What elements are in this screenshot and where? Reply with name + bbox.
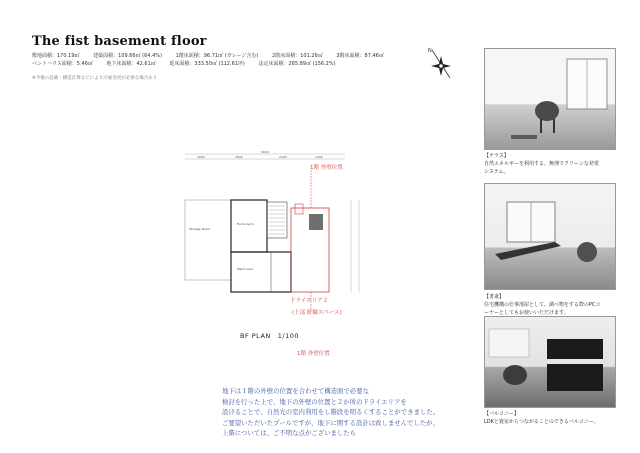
- plan-note: ※今後の設備・構造計算などにより計画変更が必要な場合あり: [32, 76, 158, 81]
- balcony-caption: 【バルコニー】 LDKと寝室からつながることのできるバルコニー。: [484, 411, 599, 425]
- dim-4: 1200: [315, 155, 323, 159]
- study-caption: 【書斎】 住宅機構の仕事部屋として、調べ物をする際のPCコ ーナーとしてもお使いいただけます。: [484, 294, 601, 316]
- balcony-photo: [484, 316, 616, 408]
- plan-scale-label: BF PLAN 1/100: [240, 332, 299, 340]
- basement-floor-plan: [175, 150, 375, 310]
- room-label-plant: Plant room: [237, 267, 254, 271]
- annotation-wall-bottom: 1階 外壁位置: [297, 351, 330, 357]
- terrace-photo: [484, 48, 616, 150]
- stats-row-1: 敷地面積：170.19㎡ 建築面積：109.66㎡ (64.4%) 1階床面積：96.71㎡ (ガレージ含む) 2階床面積：101.26㎡ 3階床面積：87.46㎡: [32, 53, 384, 59]
- room-label-gym: Home Gym: [237, 222, 254, 226]
- study-photo: [484, 183, 616, 290]
- area-stats: [32, 52, 396, 68]
- dim-2: 3600: [235, 155, 243, 159]
- annotation-wall-top: 1階 外壁位置: [310, 165, 343, 171]
- dim-1: 1800: [197, 155, 205, 159]
- dim-total: 9000: [261, 150, 269, 154]
- annotation-dry-area: ドライエリア２: [290, 298, 329, 304]
- terrace-caption: 【テラス】 自然エネルギーを利用する、無理でクリーンな発電 システム。: [484, 153, 599, 175]
- svg-text:N: N: [428, 48, 432, 54]
- room-label-storage: Storage Room: [189, 227, 211, 231]
- dim-3: 2400: [279, 155, 287, 159]
- north-arrow-icon: [426, 46, 456, 82]
- handwritten-note: 地下は１階の外壁の位置を合わせて構造面で必要な 検討を行った上で、地下の外壁の位置と２か所のドライエリアを 設けることで、自然光の室内利用をし階段を明るくすることができました。 ご要望いただいたプールですが、地下に関する設計は致しませんでしたが、 上階については、ご不明な点がございましたら: [222, 387, 440, 437]
- stats-row-2: ペントハウス面積：5.46㎡ 地下床面積：42.61㎡ 延床面積：333.50㎡ (112.61坪) 法定床面積：265.89㎡ (156.2%): [32, 61, 336, 67]
- annotation-dry-area-sub: (上部 駐輪スペース): [292, 310, 342, 316]
- page-title: The fist basement floor: [32, 34, 207, 49]
